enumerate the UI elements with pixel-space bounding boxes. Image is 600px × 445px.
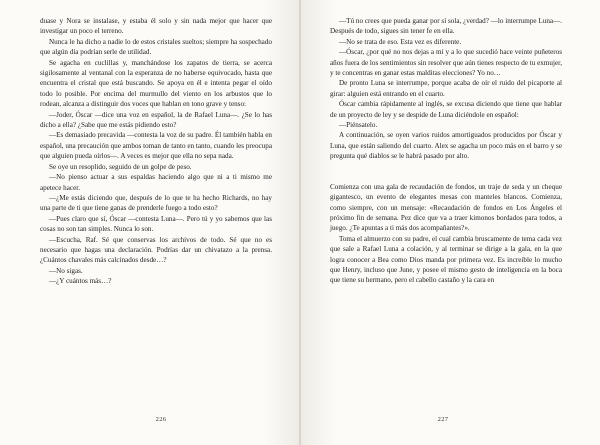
paragraph: De pronto Luna se interrumpe, porque acaba de oír el ruido del picaporte al girar: alguien está entrando en el cuarto. — [330, 79, 562, 98]
paragraph: A continuación, se oyen varios ruidos amortiguados producidos por Óscar y Luna, que están saliendo del cuarto. Alex se agacha un poco más en el barro y se pregunta qué diablos se le habrá pasado por alto. — [330, 131, 562, 161]
paragraph: Toma el almuerzo con su padre, el cual cambia bruscamente de tema cada vez que sale a Rafael Luna a colación, y al terminar se dirige a la gala, en la que logra conocer a Bea como Dios manda por primera vez. Es increíble lo mucho que Henry, incluso que June, y posee el mismo gesto de inteligencia en la boca que tiene su hermano, pero el cabello castaño y la cara en — [330, 234, 562, 285]
paragraph: —¿Me estás diciendo que, después de lo que te ha hecho Richards, no hay una parte de ti que tiene ganas de prenderle fuego a todo esto? — [40, 193, 272, 213]
paragraph: —¿Y cuántos más…? — [49, 277, 112, 286]
paragraph: Comienza con una gala de recaudación de fondos, un traje de seda y un cheque gigantesco, un evento de elegantes mesas con manteles blancos. Comienza, como siempre, con un mensaje: «Recaudación de fondos en Los Ángeles el próximo fin de semana. Pez dice que va a traer kimonos bordados para todos, a juego. ¿Te apuntas a ti más dos acompañantes?». — [330, 182, 562, 233]
page-number-right: 227 — [437, 416, 449, 423]
paragraph: Nunca le ha dicho a nadie lo de estos cristales sueltos; siempre ha sospechado que algún día podrían serle de utilidad. — [40, 37, 272, 57]
paragraph: Se oye un resoplido, seguido de un golpe de peso. — [49, 162, 192, 171]
paragraph: —No sigas. — [49, 266, 83, 275]
paragraph: Óscar cambia rápidamente al inglés, se excusa diciendo que tiene que hablar de un proyecto de ley y se despide de Luna diciéndole en español: — [330, 100, 562, 119]
book-gutter — [299, 0, 301, 445]
paragraph: —Óscar, ¿por qué no nos dejas a mí y a lo que sucedió hace veinte puñeteros años fuera de los sentimientos sin resolver que aún tienes respecto de tu exmujer, y te concentras en ganar estas malditas elecciones? Yo no… — [330, 48, 562, 78]
section-break — [330, 162, 562, 182]
paragraph: —No pienso actuar a sus espaldas haciendo algo que ni a ti mismo me apetece hacer. — [40, 173, 272, 192]
paragraph: duase y Nora se instalase, y estaba él solo y sin nada mejor que hacer que investigar un poco el terreno. — [40, 17, 272, 36]
paragraph: —Piénsatelo. — [339, 121, 378, 130]
paragraph: Se agacha en cuclillas y, manchándose los zapatos de tierra, se acerca sigilosamente al ventanal con la esperanza de no haberse equivocado, hasta que encuentra el cristal que está buscando. Se apoya en él e intenta pegar el oído todo lo posible. Por encima del murmullo del viento en los arbustos que lo rodean, alcanza a distinguir dos voces que hablan en tono grave y tenso: — [40, 58, 272, 109]
page-number-left: 226 — [155, 416, 167, 423]
paragraph: —Pues claro que sí, Óscar —contesta Luna—. Pero tú y yo sabemos que las cosas no son tan simples. Nunca lo son. — [40, 214, 272, 234]
left-page-text — [40, 16, 272, 287]
paragraph: —Es demasiado precavida —contesta la voz de su padre. Él también habla en español, una precaución que ambos toman de tanto en tanto, cuando les preocupa que alguien pueda oírlos—. A veces es mejor que ella no sepa nada. — [40, 131, 272, 161]
right-page-text — [330, 16, 562, 286]
right-page — [300, 0, 600, 445]
paragraph: —Escucha, Raf. Sé que conservas los archivos de todo. Sé que no es necesario que hagas una declaración. Podrías dar un chivatazo a la prensa. ¿Cuántos chavales más calcinados desde…? — [40, 235, 272, 265]
paragraph: —No se trata de eso. Esta vez es diferente. — [339, 37, 462, 46]
paragraph: —Joder, Óscar —dice una voz en español, la de Rafael Luna—. ¿Se lo has dicho a ella? ¿Sabe que me estás pidiendo esto? — [40, 110, 272, 130]
paragraph: —Tú no crees que pueda ganar por sí sola, ¿verdad? —lo interrumpe Luna—. Después de todo, sigues sin tener fe en ella. — [330, 17, 562, 36]
